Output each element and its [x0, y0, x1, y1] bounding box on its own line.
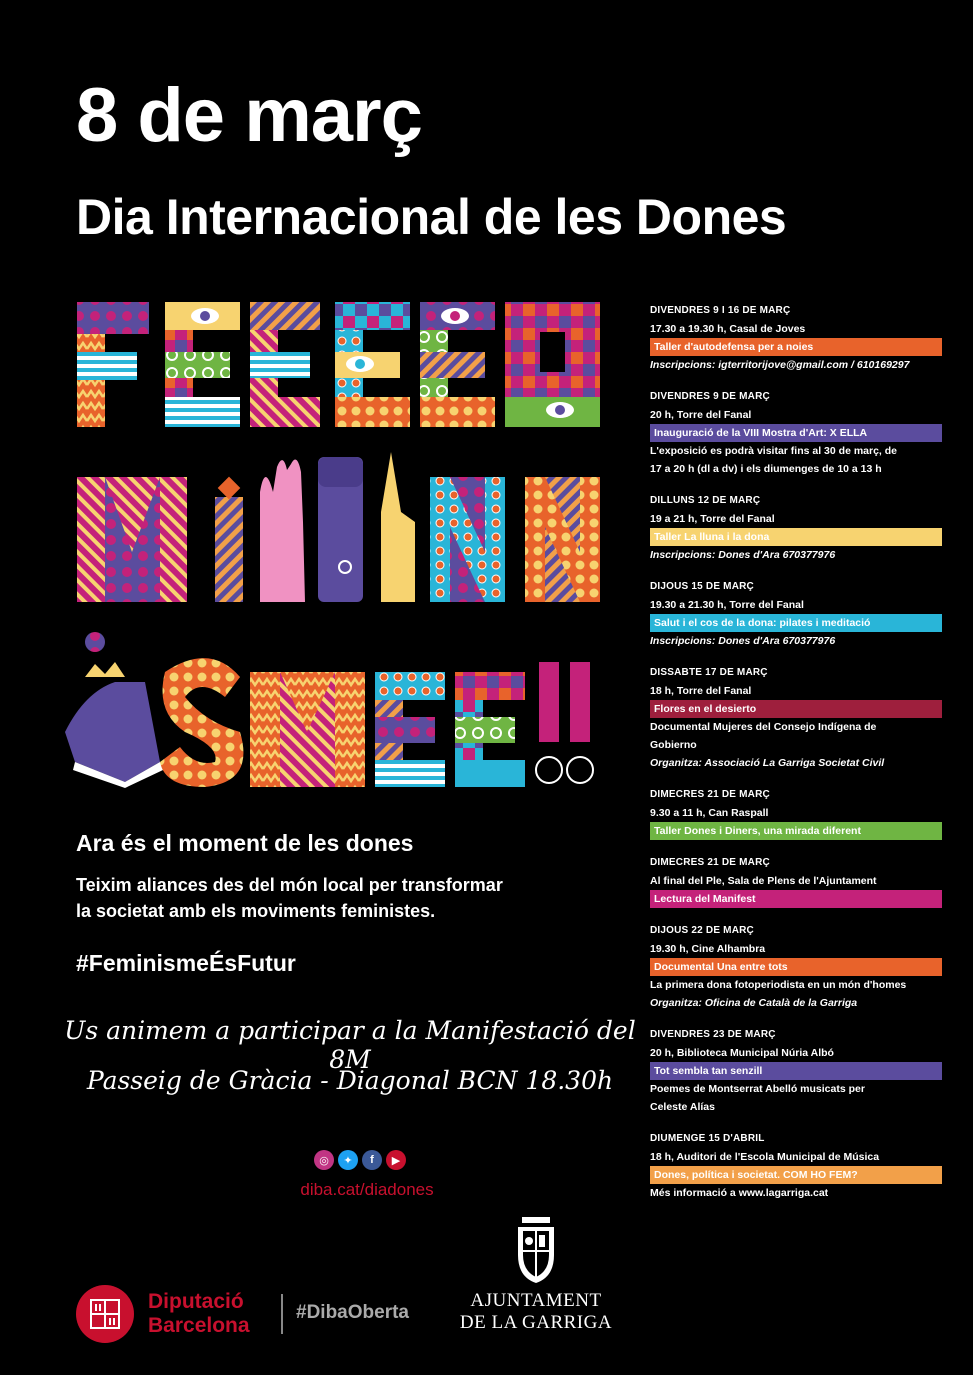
event-title: Taller Dones i Diners, una mirada diferent — [650, 822, 942, 840]
event-note: Organitza: Associació La Garriga Societat Civil — [650, 757, 885, 769]
page-subtitle: Dia Internacional de les Dones — [76, 189, 787, 245]
agenda-event — [650, 492, 942, 564]
manifestation-call: Us animem a participar a la Manifestació del 8M — [64, 1016, 636, 1074]
event-note: Inscripcions: igterritorijove@gmail.com / 610169297 — [650, 359, 910, 371]
feminism-lettering-artwork — [55, 292, 630, 802]
event-note: La primera dona fotoperiodista en un món d'homes — [650, 979, 907, 991]
event-note: Poemes de Montserrat Abelló musicats per — [650, 1083, 865, 1095]
event-date: DILLUNS 12 DE MARÇ — [650, 495, 761, 506]
event-note: Celeste Alías — [650, 1101, 715, 1113]
instagram-icon[interactable]: ◎ — [314, 1150, 334, 1170]
manifestation-location: Passeig de Gràcia - Diagonal BCN 18.30h — [86, 1066, 614, 1095]
agenda-event — [650, 922, 942, 1012]
diputacio-emblem-icon — [87, 1296, 123, 1332]
event-time-place: 18 h, Auditori de l'Escola Municipal de Música — [650, 1151, 880, 1163]
event-note: Inscripcions: Dones d'Ara 670377976 — [650, 549, 836, 561]
event-title: Taller La lluna i la dona — [650, 528, 942, 546]
event-note: Organitza: Oficina de Català de la Garriga — [650, 997, 858, 1009]
agenda-event — [650, 302, 942, 374]
event-title: Inauguració de la VIII Mostra d'Art: X ELLA — [650, 424, 942, 442]
ajuntament-logo: AJUNTAMENT DE LA GARRIGA — [450, 1215, 622, 1334]
event-time-place: 17.30 a 19.30 h, Casal de Joves — [650, 323, 806, 335]
twitter-icon[interactable]: ✦ — [338, 1150, 358, 1170]
youtube-icon[interactable]: ▶ — [386, 1150, 406, 1170]
diba-hashtag: #DibaOberta — [296, 1302, 409, 1323]
agenda-event — [650, 854, 942, 908]
event-date: DIVENDRES 9 I 16 DE MARÇ — [650, 305, 791, 316]
ajuntament-shield-icon — [514, 1215, 558, 1285]
event-title: Salut i el cos de la dona: pilates i meditació — [650, 614, 942, 632]
body-text: Teixim aliances des del món local per transformar la societat amb els moviments feministes. — [76, 875, 503, 921]
event-date: DIJOUS 15 DE MARÇ — [650, 581, 754, 592]
logo-divider — [281, 1294, 283, 1334]
event-date: DISSABTE 17 DE MARÇ — [650, 667, 768, 678]
event-title: Flores en el desierto — [650, 700, 942, 718]
event-date: DIUMENGE 15 D'ABRIL — [650, 1133, 765, 1144]
event-time-place: 20 h, Torre del Fanal — [650, 409, 752, 421]
hashtag: #FeminismeÉsFutur — [76, 950, 296, 976]
diputacio-name: Diputació Barcelona — [148, 1290, 250, 1337]
diputacio-logo — [76, 1285, 134, 1343]
event-note: L'exposició es podrà visitar fins al 30 de març, de — [650, 445, 898, 457]
social-links — [314, 1150, 406, 1170]
event-date: DIMECRES 21 DE MARÇ — [650, 857, 770, 868]
event-title: Taller d'autodefensa per a noies — [650, 338, 942, 356]
event-title: Tot sembla tan senzill — [650, 1062, 942, 1080]
campaign-url[interactable]: diba.cat/diadones — [300, 1180, 434, 1199]
event-title: Lectura del Manifest — [650, 890, 942, 908]
event-note: Inscripcions: Dones d'Ara 670377976 — [650, 635, 836, 647]
agenda-event — [650, 578, 942, 650]
agenda-event — [650, 664, 942, 772]
event-note: 17 a 20 h (dl a dv) i els diumenges de 10 a 13 h — [650, 463, 882, 475]
lead-text: Ara és el moment de les dones — [76, 830, 414, 856]
event-date: DIMECRES 21 DE MARÇ — [650, 789, 770, 800]
facebook-icon[interactable]: f — [362, 1150, 382, 1170]
event-note: Gobierno — [650, 739, 697, 751]
agenda-event — [650, 1026, 942, 1116]
event-time-place: Al final del Ple, Sala de Plens de l'Ajuntament — [650, 875, 877, 887]
event-time-place: 9.30 a 11 h, Can Raspall — [650, 807, 769, 819]
event-date: DIVENDRES 9 DE MARÇ — [650, 391, 770, 402]
page-title: 8 de març — [76, 73, 422, 158]
event-title: Documental Una entre tots — [650, 958, 942, 976]
event-time-place: 19 a 21 h, Torre del Fanal — [650, 513, 775, 525]
event-time-place: 18 h, Torre del Fanal — [650, 685, 752, 697]
agenda-event — [650, 388, 942, 478]
event-title: Dones, política i societat. COM HO FEM? — [650, 1166, 942, 1184]
event-date: DIVENDRES 23 DE MARÇ — [650, 1029, 776, 1040]
event-note: Més informació a www.lagarriga.cat — [650, 1187, 829, 1199]
event-note: Documental Mujeres del Consejo Indígena de — [650, 721, 877, 733]
event-time-place: 20 h, Biblioteca Municipal Núria Albó — [650, 1047, 834, 1059]
agenda-event — [650, 786, 942, 840]
event-time-place: 19.30 h, Cine Alhambra — [650, 943, 766, 955]
event-time-place: 19.30 a 21.30 h, Torre del Fanal — [650, 599, 804, 611]
event-date: DIJOUS 22 DE MARÇ — [650, 925, 754, 936]
event-agenda — [650, 302, 942, 1216]
agenda-event — [650, 1130, 942, 1202]
